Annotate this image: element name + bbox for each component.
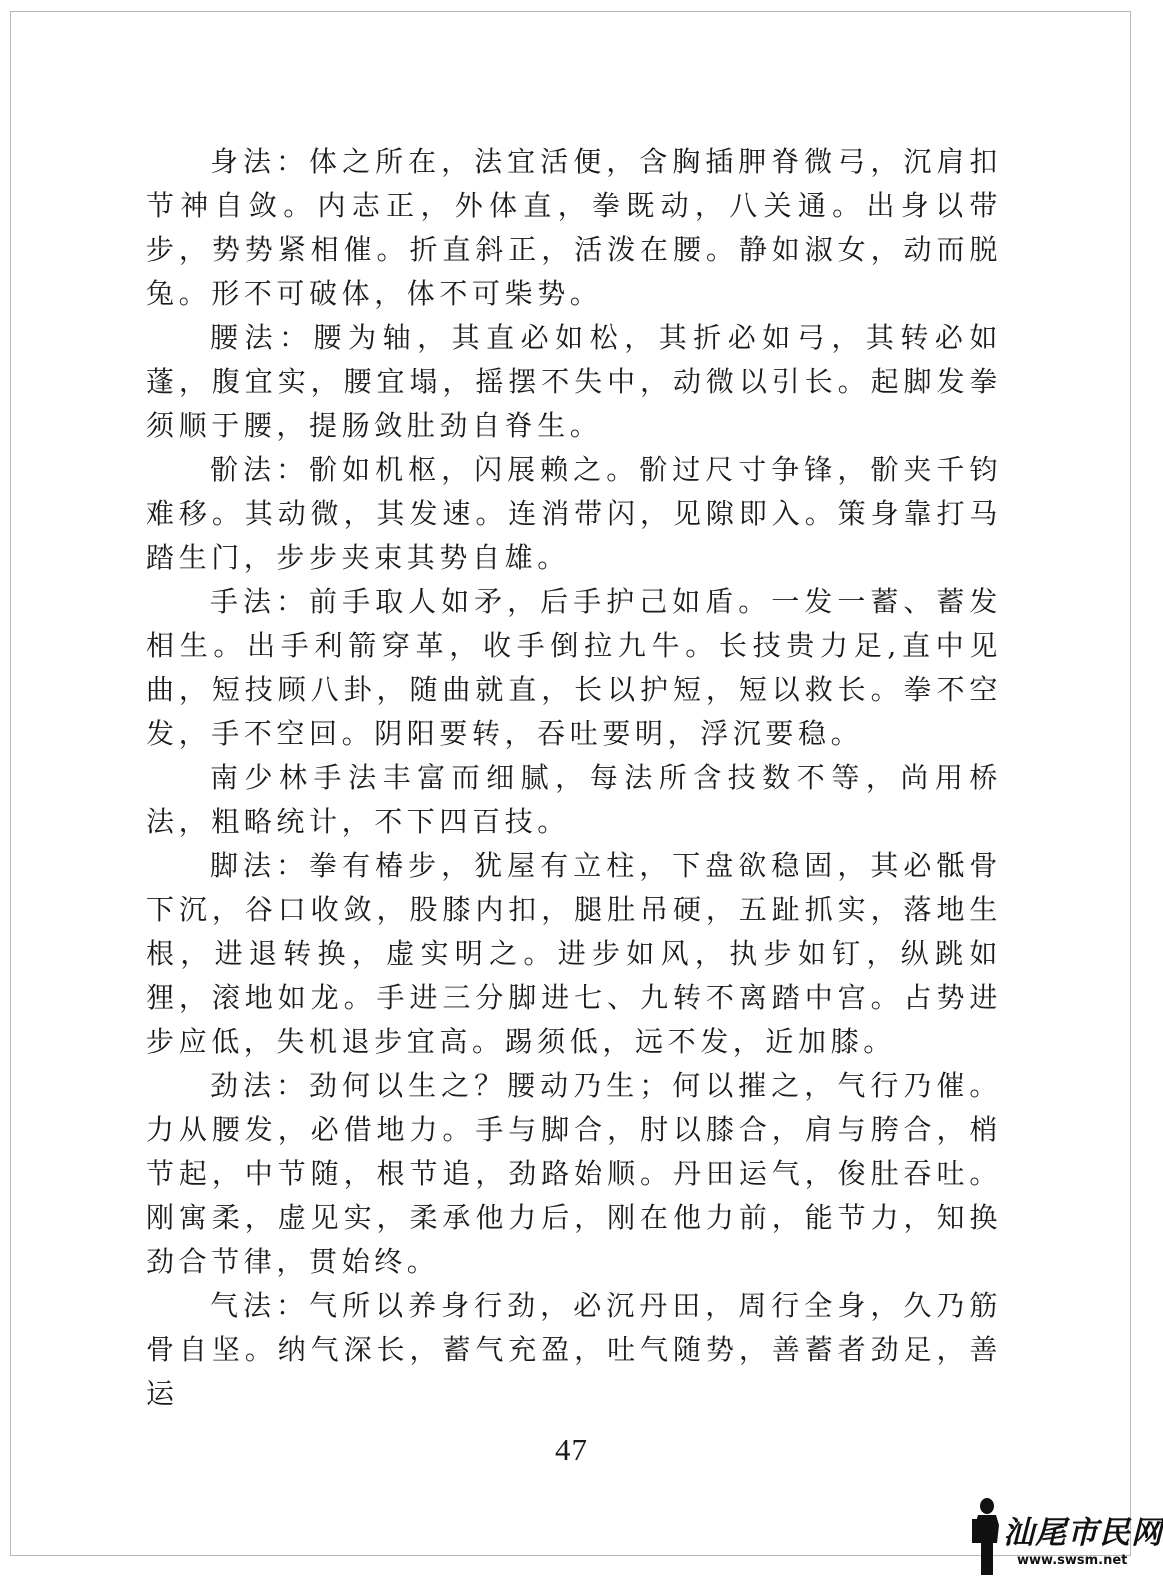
paragraph-qifa: 气法：气所以养身行劲，必沉丹田，周行全身，久乃筋骨自坚。纳气深长，蓄气充盈，吐气随势，善蓄者劲足，善运	[146, 1289, 1002, 1410]
watermark-url: www.swsm.net	[1017, 1553, 1128, 1568]
paragraph-jinfa: 劲法：劲何以生之？腰动乃生；何以摧之，气行乃催。力从腰发，必借地力。手与脚合，肘以膝合，肩与胯合，梢节起，中节随，根节追，劲路始顺。丹田运气，俊肚吞吐。刚寓柔，虚见实，柔承他力后，刚在他力前，能节力，知换劲合节律，贯始终。	[146, 1069, 1002, 1278]
paragraph-jiefa: 骱法：骱如机枢，闪展赖之。骱过尺寸争锋，骱夹千钧难移。其动微，其发速。连消带闪，见隙即入。策身靠打马踏生门，步步夹束其势自雄。	[146, 453, 1002, 574]
paragraph-jiaofa: 脚法：拳有椿步，犹屋有立柱，下盘欲稳固，其必骶骨下沉，谷口收敛，股膝内扣，腿肚吊硬，五趾抓实，落地生根，进退转换，虚实明之。进步如风，执步如钉，纵跳如狸，滚地如龙。手进三分脚进七、九转不离踏中宫。占势进步应低，失机退步宜高。踢须低，远不发，近加膝。	[146, 849, 1002, 1058]
body-text	[146, 140, 1002, 1416]
page-number: 47	[555, 1432, 588, 1467]
paragraph-nanshaolin: 南少林手法丰富而细腻，每法所含技数不等，尚用桥法，粗略统计，不下四百技。	[146, 761, 1002, 838]
paragraph-shoufa: 手法：前手取人如矛，后手护己如盾。一发一蓄、蓄发相生。出手利箭穿革，收手倒拉九牛。长技贵力足,直中见曲，短技顾八卦，随曲就直，长以护短，短以救长。拳不空发，手不空回。阴阳要转，吞吐要明，浮沉要稳。	[146, 585, 1002, 750]
paragraph-yaofa: 腰法：腰为轴，其直必如松，其折必如弓，其转必如蓬，腹宜实，腰宜塌，摇摆不失中，动微以引长。起脚发拳须顺于腰，提肠敛肚劲自脊生。	[146, 321, 1002, 442]
figure-silhouette-icon	[967, 1495, 1007, 1577]
watermark-title: 汕尾市民网	[1003, 1515, 1163, 1551]
watermark	[967, 1495, 1163, 1577]
paragraph-shenfa: 身法：体之所在，法宜活便，含胸插胛脊微弓，沉肩扣节神自敛。内志正，外体直，拳既动，八关通。出身以带步，势势紧相催。折直斜正，活泼在腰。静如淑女，动而脱兔。形不可破体，体不可柴势。	[146, 145, 1002, 310]
